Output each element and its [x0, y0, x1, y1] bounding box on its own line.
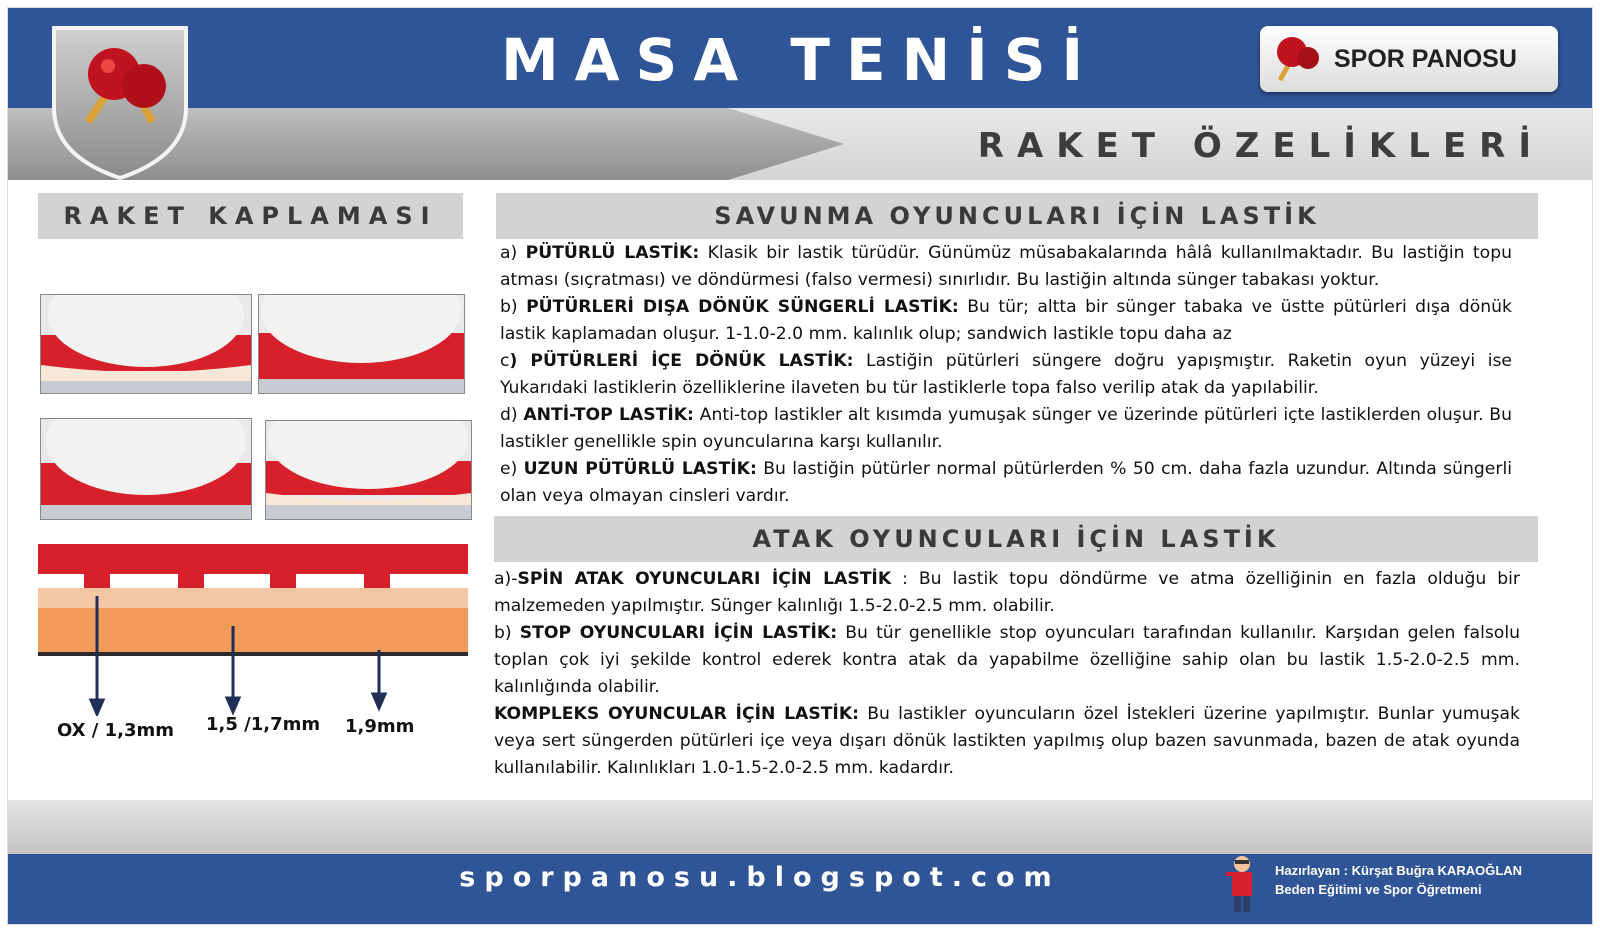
author-title: Beden Eğitimi ve Spor Öğretmeni: [1275, 882, 1482, 897]
teacher-avatar-icon: [1222, 854, 1262, 916]
section-heading-atak: ATAK OYUNCULARI İÇİN LASTİK: [494, 516, 1538, 562]
rubber-photo: [40, 294, 252, 394]
thickness-label: 1,9mm: [345, 716, 415, 737]
list-item: KOMPLEKS OYUNCULAR İÇİN LASTİK: Bu lastikler oyuncuların özel İstekleri üzerine yapılmıştır. Bunlar yumuşak veya sert süngerden pütürleri içe veya dışarı dönük lastikten yapılmış olup bazen savunmada, bazen de atak oyunda kullanılabilir. Kalınlıkları 1.0-1.5-2.0-2.5 mm. kadardır.: [494, 704, 1520, 778]
poster: [8, 8, 1592, 924]
paddle-icon: [1268, 34, 1328, 84]
attack-text: [494, 566, 1520, 782]
list-item: c) PÜTÜRLERİ İÇE DÖNÜK LASTİK: Lastiğin pütürleri süngere doğru yapışmıştır. Raketin oyun yüzeyi ise Yukarıdaki lastiklerin özelliklerine ilaveten bu tür lastiklerle topa falso verilip atak da yapılabilir.: [500, 351, 1513, 398]
brand-name: SPOR PANOSU: [1334, 44, 1517, 73]
brand-badge: [1260, 26, 1558, 92]
author-name: Hazırlayan : Kürşat Buğra KARAOĞLAN: [1275, 863, 1523, 878]
section-heading-savunma: SAVUNMA OYUNCULARI İÇİN LASTİK: [496, 193, 1538, 239]
defense-text: [500, 240, 1512, 510]
ping-pong-shield-logo: [48, 22, 192, 182]
list-item: a)-SPİN ATAK OYUNCULARI İÇİN LASTİK : Bu lastik topu döndürme ve atma özelliğinin en fazla olduğu bir malzemeden yapılmıştır. Sünger kalınlığı 1.5-2.0-2.5 mm. olabilir.: [494, 569, 1520, 616]
thickness-label: OX / 1,3mm: [57, 720, 175, 741]
thickness-arrows: [88, 596, 408, 716]
footer-gray-band: [8, 800, 1592, 854]
rubber-photo: [265, 420, 472, 520]
list-item: d) ANTİ-TOP LASTİK: Anti-top lastikler alt kısımda yumuşak sünger ve üzerinde pütürleri içte lastiklerden oluşur. Bu lastikler genellikle spin oyuncularına karşı kullanılır.: [500, 405, 1512, 452]
thickness-label: 1,5 /1,7mm: [206, 714, 321, 735]
list-item: a) PÜTÜRLÜ LASTİK: Klasik bir lastik türüdür. Günümüz müsabakalarında hâlâ kullanılmaktadır. Bu lastiğin topu atması (sıçratması) ve döndürmesi (falso vermesi) sınırlıdır. Bu lastiğin altında sünger tabakası yoktur.: [500, 243, 1512, 290]
list-item: b) STOP OYUNCULARI İÇİN LASTİK: Bu tür genellikle stop oyuncuları tarafından kullanılır. Karşıdan gelen falsolu toplan çok iyi şekilde kontrol ederek kontra atak da yapabilme özelliğine sahip olan bu lastik 1.5-2.0-2.5 mm. kalınlığında olabilir.: [494, 623, 1520, 697]
list-item: e) UZUN PÜTÜRLÜ LASTİK: Bu lastiğin pütürler normal pütürlerden % 50 cm. daha fazla uzundur. Altında süngerli olan veya olmayan cinsleri vardır.: [500, 459, 1512, 506]
site-url: sporpanosu.blogspot.com: [459, 862, 1061, 893]
rubber-photo: [258, 294, 465, 394]
rubber-photo: [40, 418, 252, 520]
author-info: [1275, 861, 1522, 899]
section-heading-raket-kaplamasi: RAKET KAPLAMASI: [38, 193, 463, 239]
page-title: MASA TENİSİ: [500, 26, 1100, 94]
page-subtitle: RAKET ÖZELİKLERİ: [977, 126, 1544, 166]
list-item: b) PÜTÜRLERİ DIŞA DÖNÜK SÜNGERLİ LASTİK: Bu tür; altta bir sünger tabaka ve üstte pütürleri dışa dönük lastik kaplamadan oluşur. 1-1.0-2.0 mm. kalınlık olup; sandwich lastikle topu daha az: [500, 297, 1512, 344]
